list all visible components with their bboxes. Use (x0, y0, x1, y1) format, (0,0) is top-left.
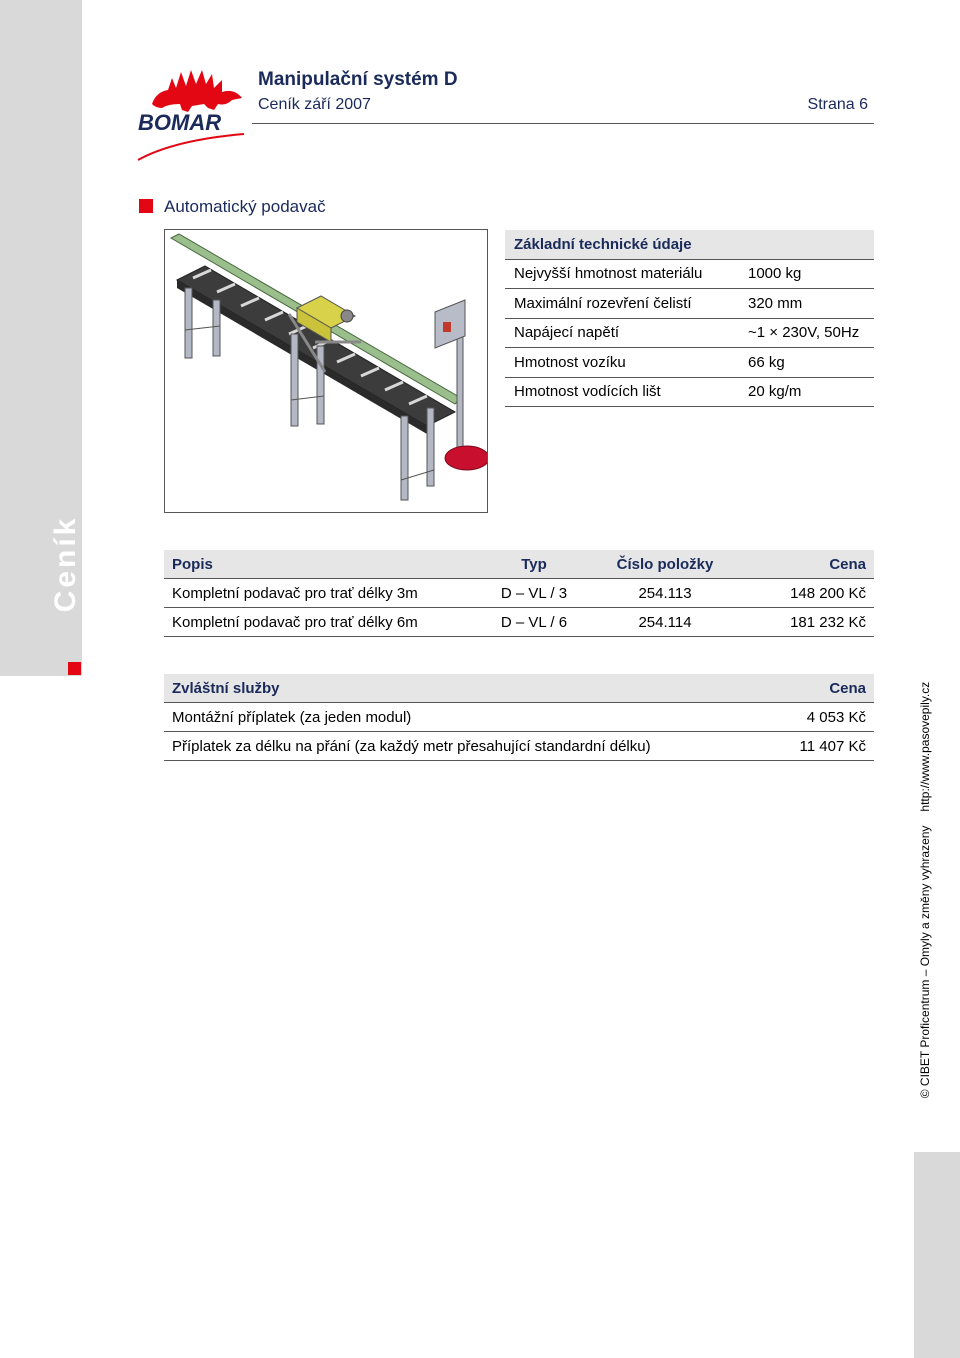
tech-specs-title: Základní technické údaje (505, 230, 874, 259)
product-image (164, 229, 488, 513)
spec-label: Maximální rozevření čelistí (505, 289, 741, 319)
item-type: D – VL / 6 (476, 608, 592, 637)
footer-copyright: © CIBET Proficentrum – Omyly a změny vyhrazeny (918, 825, 932, 1099)
table-row (505, 259, 874, 289)
service-desc: Montážní příplatek (za jeden modul) (164, 703, 738, 732)
services-table (164, 674, 874, 761)
logo-swoosh (138, 134, 244, 160)
right-band (914, 1152, 960, 1358)
section-marker (139, 199, 153, 213)
spec-value: ~1 × 230V, 50Hz (741, 318, 874, 348)
table-header-row (505, 230, 874, 259)
table-header-row (164, 674, 874, 703)
col-header-number: Číslo položky (592, 550, 738, 579)
col-header-services: Zvláštní služby (164, 674, 738, 703)
table-row (164, 579, 874, 608)
item-type: D – VL / 3 (476, 579, 592, 608)
header-divider (252, 123, 874, 124)
spec-value: 320 mm (741, 289, 874, 319)
item-desc: Kompletní podavač pro trať délky 6m (164, 608, 476, 637)
spec-label: Hmotnost vozíku (505, 348, 741, 378)
item-desc: Kompletní podavač pro trať délky 3m (164, 579, 476, 608)
spec-value: 20 kg/m (741, 377, 874, 407)
col-header-price: Cena (738, 674, 874, 703)
logo-text: BOMAR (138, 110, 222, 135)
service-desc: Příplatek za délku na přání (za každý metr přesahující standardní délku) (164, 732, 738, 761)
side-marker (68, 662, 81, 675)
item-price: 181 232 Kč (738, 608, 874, 637)
item-price: 148 200 Kč (738, 579, 874, 608)
service-price: 4 053 Kč (738, 703, 874, 732)
page-subtitle: Ceník září 2007 (258, 96, 371, 113)
section-title: Automatický podavač (164, 197, 326, 216)
table-row (164, 732, 874, 761)
table-row (164, 703, 874, 732)
side-band-label: Ceník (49, 515, 82, 613)
table-row (505, 377, 874, 407)
bomar-logo (134, 64, 250, 164)
footer-url[interactable]: http://www.pasovepily.cz (918, 681, 932, 812)
col-header-type: Typ (476, 550, 592, 579)
col-header-price: Cena (738, 550, 874, 579)
price-table (164, 550, 874, 637)
table-row (164, 608, 874, 637)
item-number: 254.114 (592, 608, 738, 637)
col-header-desc: Popis (164, 550, 476, 579)
dinosaur-icon (152, 70, 242, 112)
page-number: Strana 6 (807, 96, 868, 113)
footer-vertical (918, 682, 932, 1099)
service-price: 11 407 Kč (738, 732, 874, 761)
spec-label: Napájecí napětí (505, 318, 741, 348)
spec-label: Nejvyšší hmotnost materiálu (505, 259, 741, 289)
page-title: Manipulační systém D (258, 69, 458, 90)
tech-specs-table (505, 230, 874, 407)
spec-value: 1000 kg (741, 259, 874, 289)
feeder-illustration (165, 230, 487, 512)
table-row (505, 289, 874, 319)
item-number: 254.113 (592, 579, 738, 608)
table-header-row (164, 550, 874, 579)
table-row (505, 348, 874, 378)
spec-value: 66 kg (741, 348, 874, 378)
spec-label: Hmotnost vodících lišt (505, 377, 741, 407)
table-row (505, 318, 874, 348)
